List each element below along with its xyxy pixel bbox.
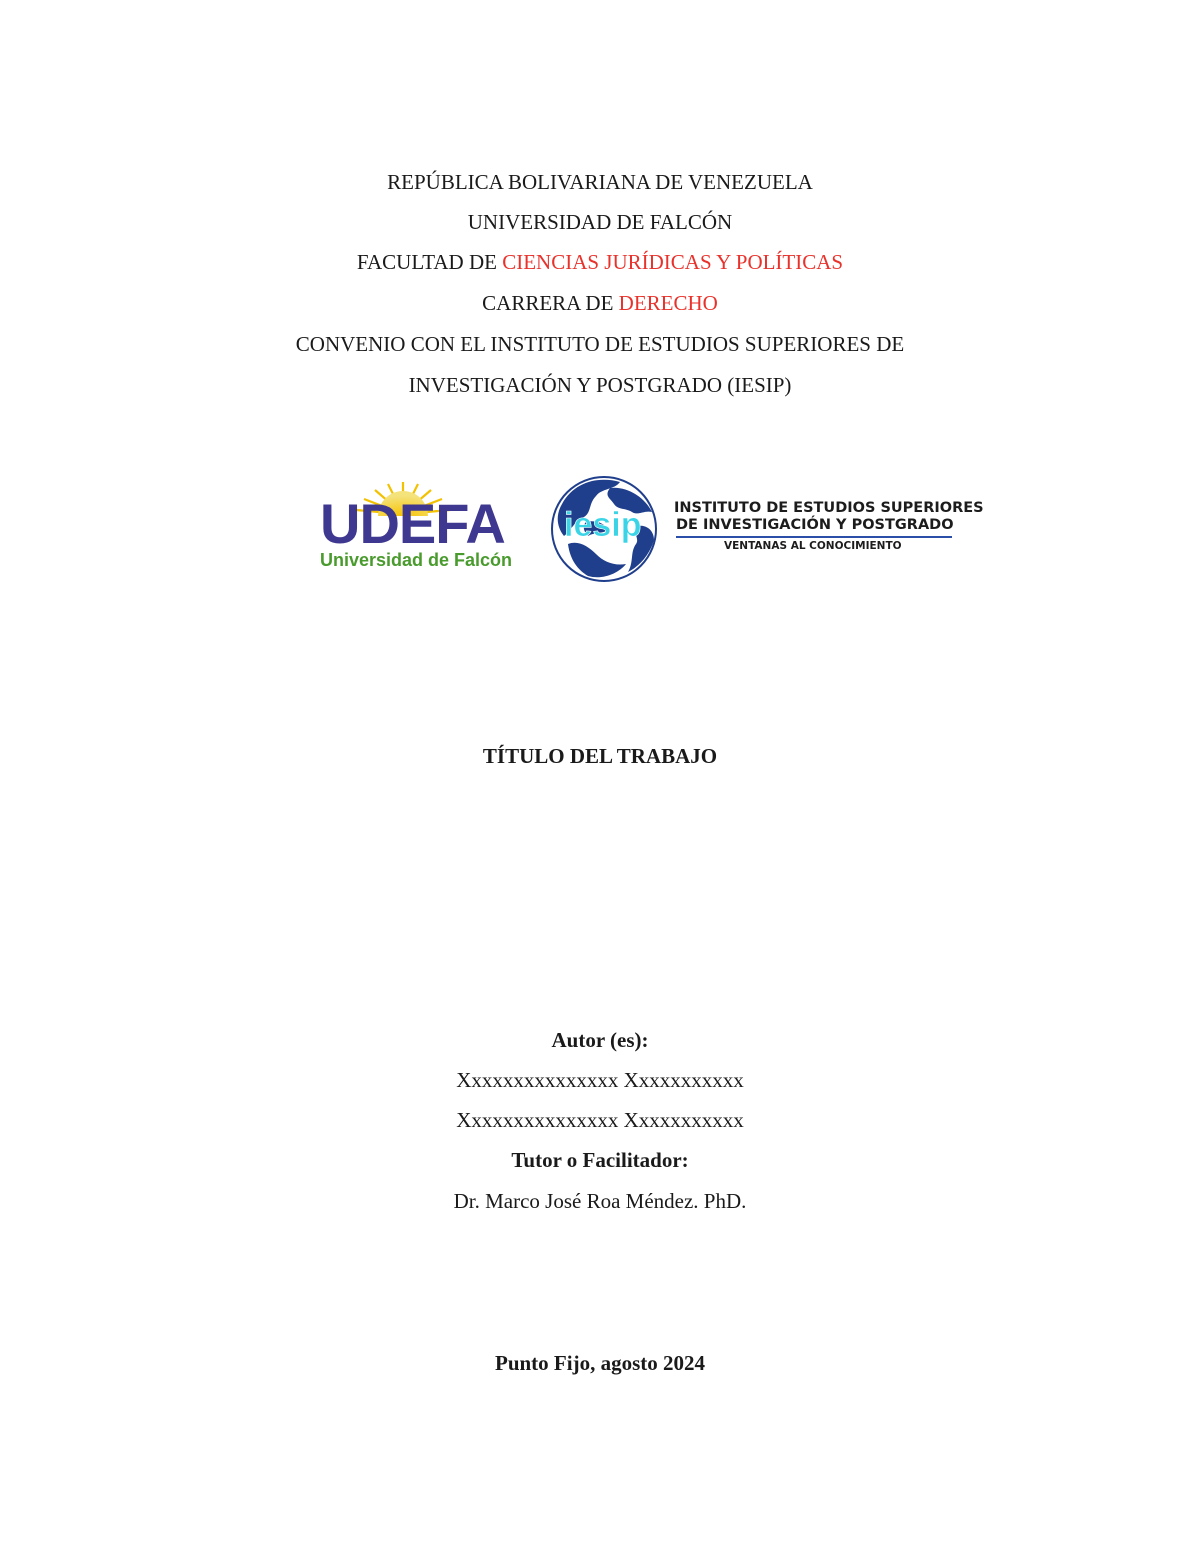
author-name: Xxxxxxxxxxxxxxx Xxxxxxxxxxx	[456, 1108, 744, 1132]
udefa-subtitle: Universidad de Falcón	[320, 550, 513, 570]
udefa-logo	[318, 480, 540, 574]
header-line-university: UNIVERSIDAD DE FALCÓN	[467, 210, 733, 234]
header-line-faculty	[0, 249, 1200, 275]
header-line-career	[0, 290, 1200, 316]
header-line-republic: REPÚBLICA BOLIVARIANA DE VENEZUELA	[387, 170, 813, 194]
iesip-slogan: VENTANAS AL CONOCIMIENTO	[724, 540, 902, 552]
document-title: TÍTULO DEL TRABAJO	[482, 744, 718, 768]
iesip-globe-icon	[548, 474, 666, 584]
authors-label: Autor (es):	[551, 1028, 649, 1052]
place-date: Punto Fijo, agosto 2024	[495, 1351, 705, 1375]
faculty-prefix: FACULTAD DE	[356, 250, 503, 274]
header-line-iesip: INVESTIGACIÓN Y POSTGRADO (IESIP)	[408, 373, 792, 397]
tutor-name: Dr. Marco José Roa Méndez. PhD.	[453, 1189, 747, 1213]
udefa-wordmark: UDEFA	[320, 492, 505, 555]
header-line-agreement: CONVENIO CON EL INSTITUTO DE ESTUDIOS SUPERIORES DE	[295, 332, 905, 356]
author-name: Xxxxxxxxxxxxxxx Xxxxxxxxxxx	[456, 1068, 744, 1092]
logos-row	[318, 474, 984, 584]
career-name: DERECHO	[618, 291, 718, 315]
iesip-line-2: DE INVESTIGACIÓN Y POSTGRADO	[676, 517, 954, 533]
iesip-institute-text	[674, 500, 984, 552]
iesip-divider	[676, 536, 952, 538]
iesip-line-1: INSTITUTO DE ESTUDIOS SUPERIORES	[674, 500, 984, 516]
tutor-label: Tutor o Facilitador:	[511, 1148, 689, 1172]
career-prefix: CARRERA DE	[482, 291, 619, 315]
iesip-badge: iesip	[564, 506, 642, 544]
faculty-name: CIENCIAS JURÍDICAS Y POLÍTICAS	[502, 250, 844, 274]
